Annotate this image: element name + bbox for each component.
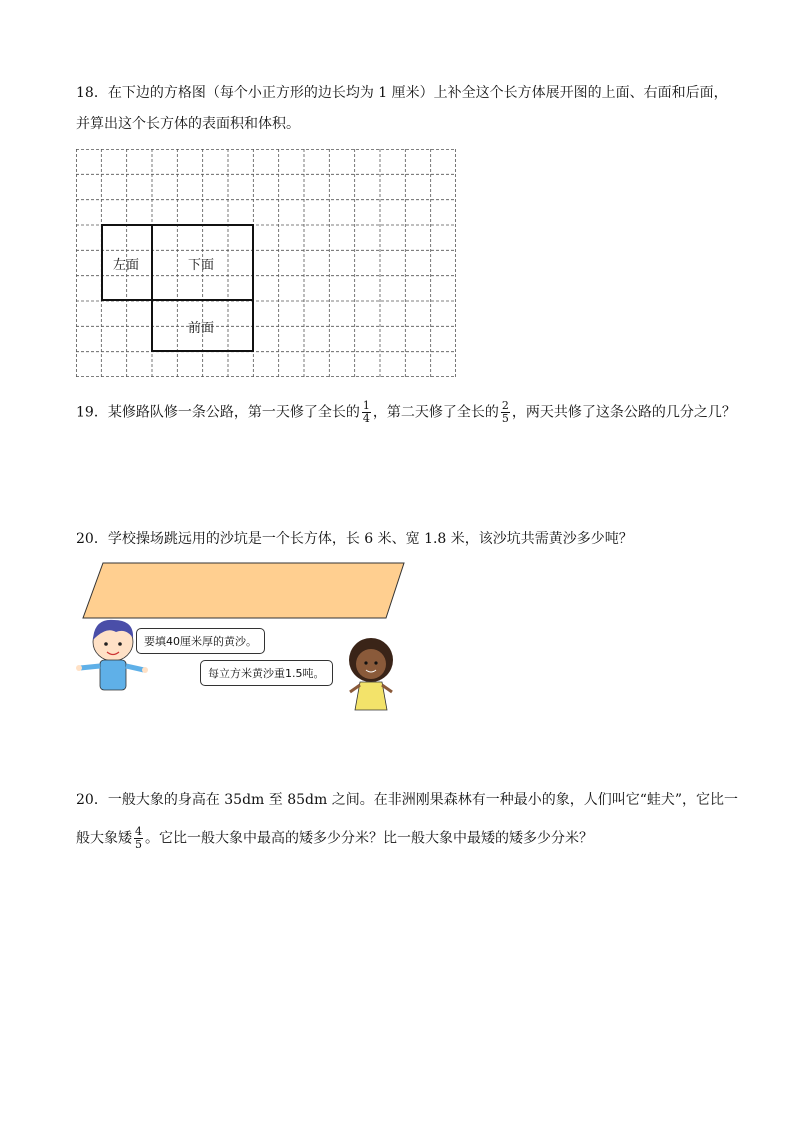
fraction-numerator: 1 bbox=[362, 399, 370, 412]
q20b-line1: 20．一般大象的身高在 35dm 至 85dm 之间。在非洲刚果森林有一种最小的象，人们叫它“蛙犬”，它比一 bbox=[76, 792, 739, 808]
fraction-denominator: 5 bbox=[501, 412, 509, 425]
sandpit-illustration bbox=[76, 560, 416, 720]
q20b-part2: 。它比一般大象中最高的矮多少分米？比一般大象中最矮的矮多少分米？ bbox=[145, 830, 593, 847]
fraction-denominator: 4 bbox=[362, 412, 370, 425]
fraction-2-5 bbox=[501, 400, 510, 425]
q20b-line2 bbox=[76, 826, 593, 851]
sand-pit-shape bbox=[83, 563, 404, 618]
fraction-denominator: 5 bbox=[135, 838, 142, 851]
speech-bubble-girl: 每立方米黄沙重1.5吨。 bbox=[200, 660, 333, 686]
q19-part1: 19．某修路队修一条公路，第一天修了全长的 bbox=[76, 404, 360, 421]
q18-line2: 并算出这个长方体的表面积和体积。 bbox=[76, 116, 300, 132]
q20a-text: 20．学校操场跳远用的沙坑是一个长方体，长 6 米、宽 1.8 米，该沙坑共需黄沙多少吨？ bbox=[76, 531, 633, 547]
label-front-face: 前面 bbox=[188, 321, 215, 336]
fraction-numerator: 2 bbox=[501, 399, 509, 412]
q19-part2: ，第二天修了全长的 bbox=[372, 404, 499, 421]
fraction-numerator: 4 bbox=[135, 825, 142, 838]
girl-icon bbox=[349, 638, 393, 710]
fraction-4-5 bbox=[134, 826, 143, 851]
q20b-part1: 般大象矮 bbox=[76, 830, 132, 847]
q19-text bbox=[76, 400, 736, 425]
q19-part3: ，两天共修了这条公路的几分之几？ bbox=[511, 404, 736, 421]
label-bottom-face: 下面 bbox=[188, 258, 215, 273]
label-left-face: 左面 bbox=[113, 258, 140, 273]
net-grid bbox=[76, 149, 456, 377]
q18-line1: 18．在下边的方格图（每个小正方形的边长均为 1 厘米）上补全这个长方体展开图的上面、右面和后面， bbox=[76, 85, 728, 101]
fraction-1-4 bbox=[362, 400, 371, 425]
speech-bubble-boy: 要填40厘米厚的黄沙。 bbox=[136, 628, 265, 654]
